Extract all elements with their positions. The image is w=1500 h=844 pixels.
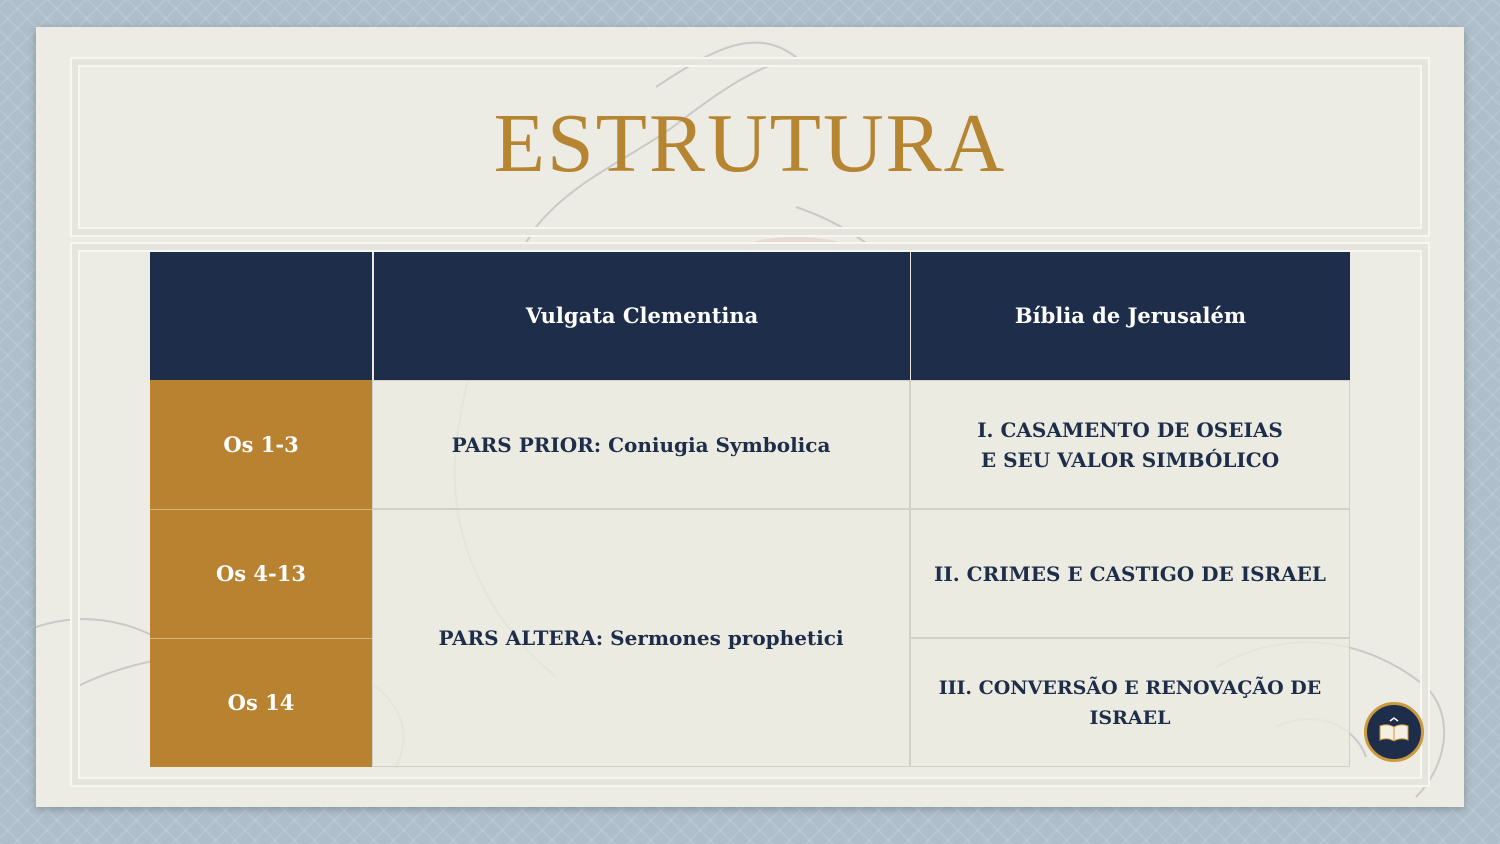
header-empty-cell xyxy=(150,252,372,380)
header-vulgata: Vulgata Clementina xyxy=(373,252,910,380)
book-seal-logo-icon xyxy=(1364,702,1424,762)
slide-card xyxy=(36,27,1464,807)
header-jerusalem: Bíblia de Jerusalém xyxy=(910,252,1350,380)
row-label-os-4-13: Os 4-13 xyxy=(150,509,372,638)
page-title: ESTRUTURA xyxy=(493,97,1007,190)
structure-table xyxy=(150,252,1350,767)
jerusalem-part-1-text: I. CASAMENTO DE OSEIAS E SEU VALOR SIMBÓLICO xyxy=(977,417,1283,472)
vulgata-pars-altera: PARS ALTERA: Sermones prophetici xyxy=(372,509,910,767)
open-book-icon xyxy=(1376,714,1412,750)
vulgata-pars-prior: PARS PRIOR: Coniugia Symbolica xyxy=(372,380,910,509)
row-label-os-1-3: Os 1-3 xyxy=(150,380,372,509)
row-label-os-14: Os 14 xyxy=(150,638,372,767)
jerusalem-part-1 xyxy=(910,380,1350,509)
jerusalem-part-3: III. CONVERSÃO E RENOVAÇÃO DE ISRAEL xyxy=(910,638,1350,767)
jerusalem-part-2: II. CRIMES E CASTIGO DE ISRAEL xyxy=(910,509,1350,638)
